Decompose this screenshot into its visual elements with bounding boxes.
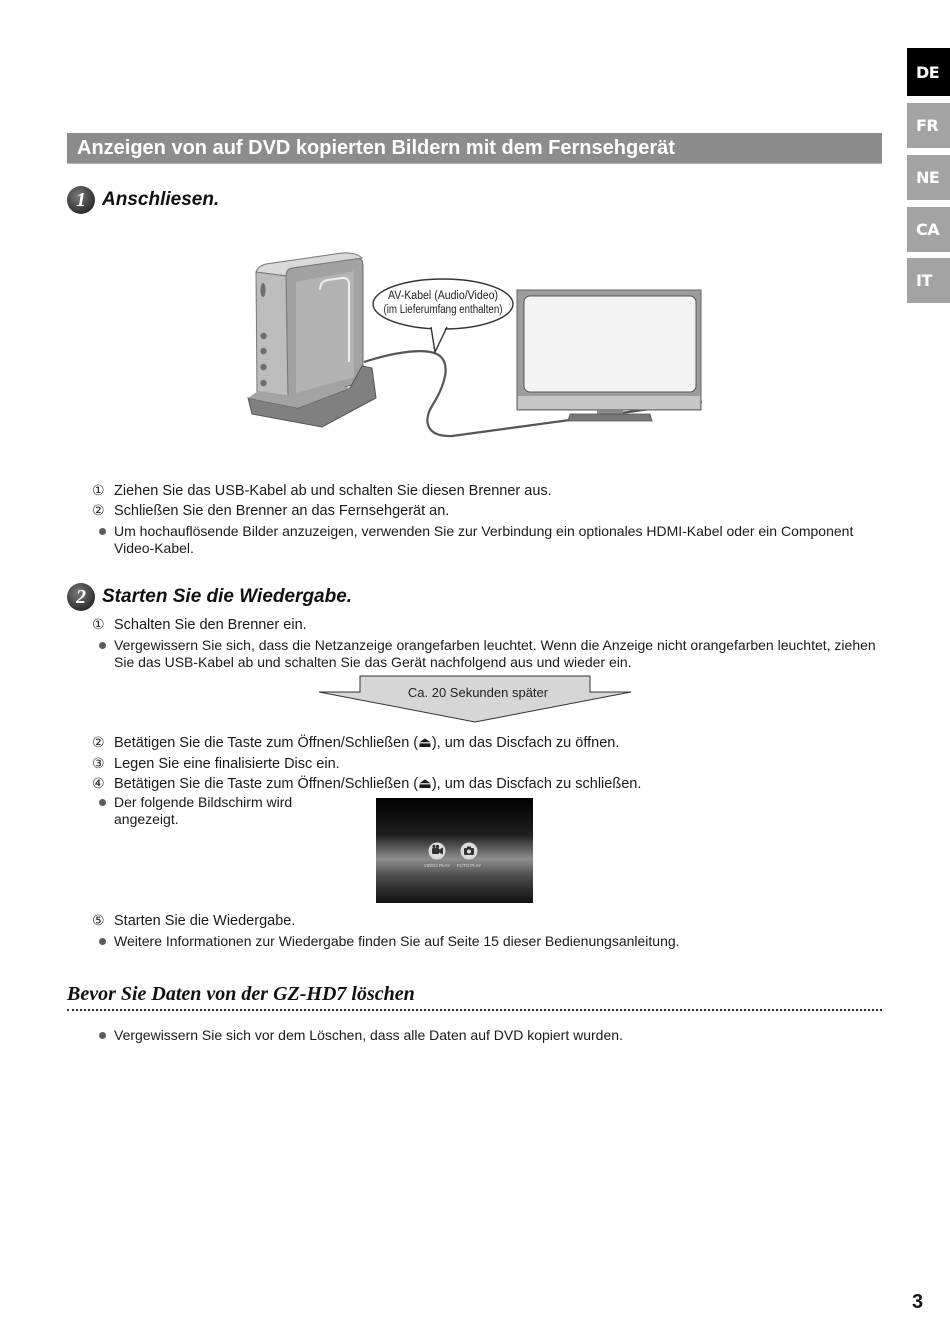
video-play-icon bbox=[429, 843, 446, 860]
list-item-text: Um hochauflösende Bilder anzuzeigen, verwenden Sie zur Verbindung ein optionales HDMI-Kabel oder ein Component Video-Kabel. bbox=[114, 523, 854, 556]
list-item-text: Schließen Sie den Brenner an das Fernsehgerät an. bbox=[114, 503, 450, 519]
step-1-number-badge: 1 bbox=[67, 186, 95, 214]
language-tab-label: FR bbox=[916, 116, 939, 135]
page-number: 3 bbox=[912, 1291, 924, 1313]
device-button bbox=[260, 333, 266, 339]
list-item-text: Vergewissern Sie sich vor dem Löschen, dass alle Daten auf DVD kopiert wurden. bbox=[114, 1027, 623, 1043]
list-item-text: Weitere Informationen zur Wiedergabe finden Sie auf Seite 15 dieser Bedienungsanleitung. bbox=[114, 933, 680, 949]
step-1-title: Anschliesen. bbox=[102, 189, 220, 210]
bullet-icon bbox=[99, 799, 106, 806]
step-marker: ① bbox=[92, 617, 105, 633]
device-side-panel bbox=[296, 271, 354, 393]
television bbox=[517, 290, 701, 421]
language-tab-ca[interactable] bbox=[907, 207, 950, 252]
wait-arrow-label: Ca. 20 Sekunden später bbox=[407, 685, 549, 700]
language-tab-fr[interactable] bbox=[907, 103, 950, 148]
language-tab-label: NE bbox=[916, 168, 940, 187]
language-tab-de[interactable] bbox=[907, 48, 950, 96]
language-tab-label: IT bbox=[916, 271, 932, 290]
playback-menu-screenshot bbox=[376, 798, 533, 903]
step-marker: ① bbox=[92, 483, 105, 499]
list-item-text: Legen Sie eine finalisierte Disc ein. bbox=[114, 756, 340, 772]
device-button bbox=[260, 348, 266, 354]
tv-stand-base bbox=[568, 414, 652, 421]
wait-arrow bbox=[316, 674, 634, 724]
dotted-divider bbox=[67, 1009, 882, 1011]
list-item-text: Betätigen Sie die Taste zum Öffnen/Schließen (⏏), um das Discfach zu öffnen. bbox=[114, 735, 620, 751]
step-marker: ② bbox=[92, 735, 105, 751]
callout-line-2: (im Lieferumfang enthalten) bbox=[383, 304, 503, 316]
list-item-text: Starten Sie die Wiedergabe. bbox=[114, 913, 296, 929]
section-title: Anzeigen von auf DVD kopierten Bildern mit dem Fernsehgerät bbox=[67, 133, 882, 164]
foto-play-label: FOTO PLAY bbox=[456, 863, 482, 868]
device-button bbox=[260, 380, 266, 386]
device-power-button bbox=[260, 283, 265, 297]
language-tab-label: DE bbox=[916, 62, 940, 82]
list-item-text: Vergewissern Sie sich, dass die Netzanzeige orangefarben leuchtet. Wenn die Anzeige nicht orangefarben leuchtet, ziehen Sie das USB-Kabel ab und schalten Sie das Gerät nachfolgend aus und wieder ein. bbox=[114, 637, 876, 670]
list-item-text: Der folgende Bildschirm wird angezeigt. bbox=[114, 794, 293, 827]
foto-play-icon bbox=[461, 843, 478, 860]
device-button bbox=[260, 364, 266, 370]
step-marker: ② bbox=[92, 503, 105, 519]
step-marker: ④ bbox=[92, 776, 105, 792]
step-marker: ⑤ bbox=[92, 913, 105, 929]
bullet-icon bbox=[99, 1032, 106, 1039]
bullet-icon bbox=[99, 938, 106, 945]
note-heading: Bevor Sie Daten von der GZ-HD7 löschen bbox=[67, 983, 415, 1005]
step-2-title: Starten Sie die Wiedergabe. bbox=[102, 586, 353, 607]
cable-callout bbox=[373, 279, 513, 352]
list-item-text: Betätigen Sie die Taste zum Öffnen/Schließen (⏏), um das Discfach zu schließen. bbox=[114, 776, 642, 792]
screen-background bbox=[376, 798, 533, 903]
tv-bottom-bezel bbox=[518, 396, 700, 409]
video-play-label: VIDEO PLAY bbox=[423, 863, 451, 868]
bullet-icon bbox=[99, 528, 106, 535]
language-tab-label: CA bbox=[916, 220, 940, 239]
bullet-icon bbox=[99, 642, 106, 649]
connection-illustration bbox=[240, 245, 710, 445]
list-item-text: Ziehen Sie das USB-Kabel ab und schalten Sie diesen Brenner aus. bbox=[114, 483, 552, 499]
language-tab-it[interactable] bbox=[907, 258, 950, 303]
step-2-number-badge: 2 bbox=[67, 583, 95, 611]
dvd-burner-device bbox=[248, 253, 376, 427]
language-tab-ne[interactable] bbox=[907, 155, 950, 200]
tv-screen bbox=[524, 296, 696, 392]
list-item-text: Schalten Sie den Brenner ein. bbox=[114, 617, 307, 633]
callout-line-1: AV-Kabel (Audio/Video) bbox=[388, 290, 499, 302]
step-marker: ③ bbox=[92, 756, 105, 772]
